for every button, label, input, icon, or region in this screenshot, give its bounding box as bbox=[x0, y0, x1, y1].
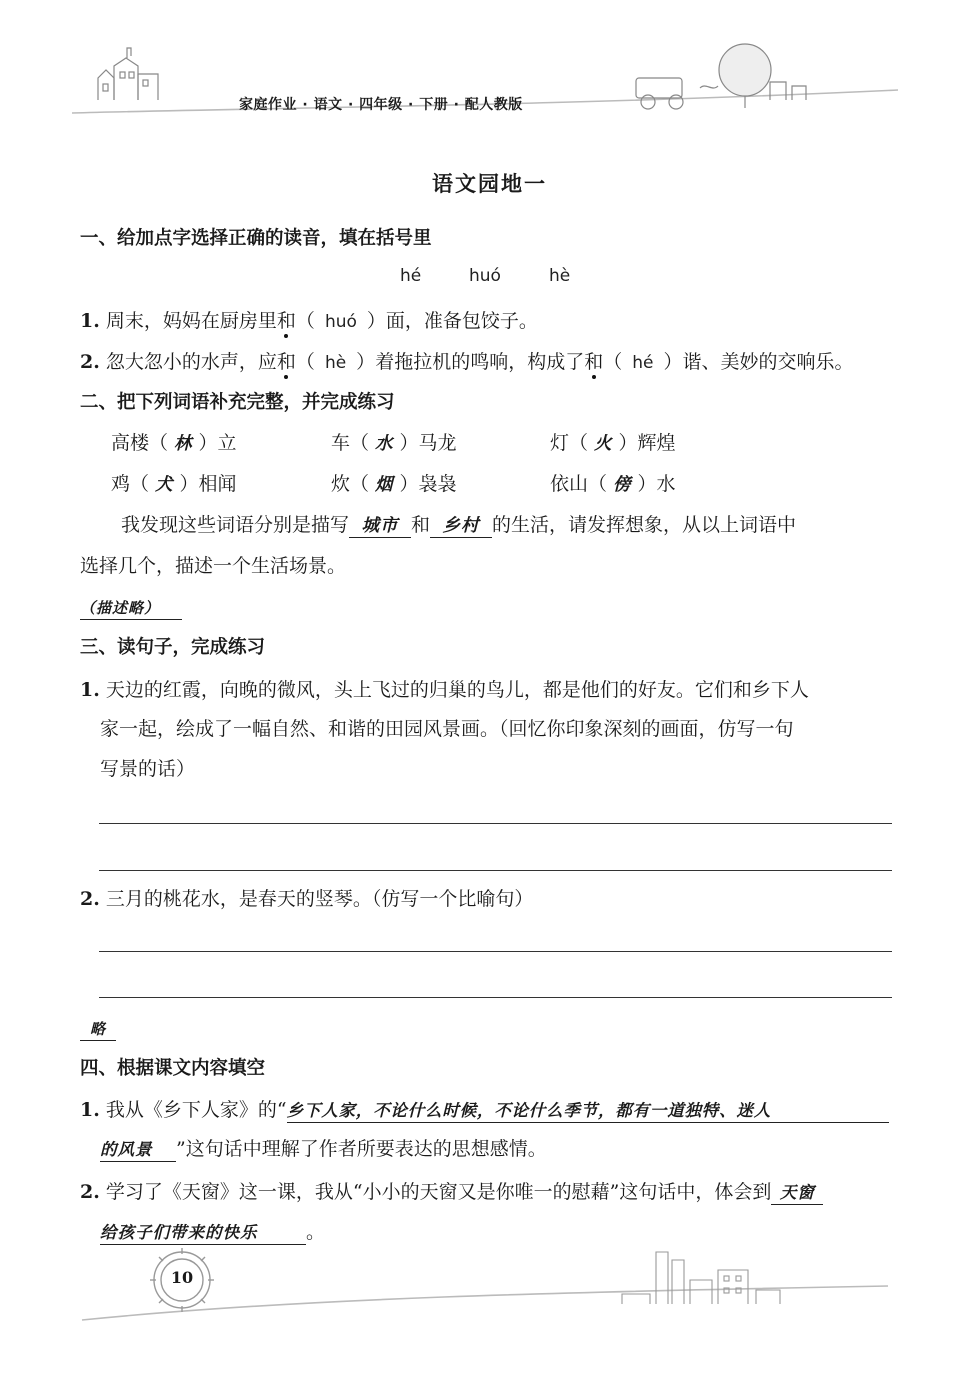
question-number: 2. bbox=[80, 351, 100, 373]
s4-question-1-line-1 bbox=[80, 1098, 889, 1123]
answer-blank: 城市 bbox=[349, 515, 411, 538]
question-number: 1. bbox=[80, 1099, 100, 1121]
word-text: ）辉煌 bbox=[618, 432, 676, 454]
dotted-char: 和 bbox=[584, 351, 604, 373]
word-answer: 火 bbox=[594, 434, 613, 454]
answer-blank: 的风景 bbox=[100, 1139, 176, 1162]
word-text: 高楼（ bbox=[111, 432, 169, 454]
writing-line[interactable] bbox=[99, 997, 892, 998]
s2-find-line bbox=[121, 513, 796, 538]
answer-blank: 天窗 bbox=[771, 1182, 823, 1205]
question-text: 我发现这些词语分别是描写 bbox=[121, 514, 350, 536]
question-text: 学习了《天窗》这一课，我从“小小的天窗又是你唯一的慰藉”这句话中，体会到 bbox=[105, 1181, 772, 1203]
answer-text: （描述略） bbox=[80, 597, 182, 620]
answer-text: 略 bbox=[80, 1018, 116, 1041]
question-text: 着拖拉机的鸣响，构成了 bbox=[375, 351, 585, 373]
word-item bbox=[111, 431, 237, 456]
s4-question-2-line-1 bbox=[80, 1180, 823, 1205]
word-answer: 烟 bbox=[375, 475, 394, 495]
answer-pinyin: hé bbox=[632, 353, 654, 373]
question-text: 和 bbox=[411, 514, 431, 536]
page-number: 10 bbox=[170, 1268, 194, 1287]
word-text: 鸡（ bbox=[111, 473, 150, 495]
word-text: ）水 bbox=[637, 473, 676, 495]
header-title: 家庭作业 · 语文 · 四年级 · 下册 · 配人教版 bbox=[239, 97, 523, 113]
word-text: 车（ bbox=[331, 432, 370, 454]
word-item bbox=[331, 431, 457, 456]
dotted-char: 和 bbox=[276, 351, 296, 373]
answer-blank: 给孩子们带来的快乐 bbox=[100, 1222, 306, 1245]
pinyin-option: hé bbox=[400, 266, 422, 286]
s3-question-1-line-3: 写景的话） bbox=[100, 758, 196, 780]
word-item bbox=[331, 472, 457, 497]
pinyin-option: hè bbox=[549, 266, 571, 286]
section-2-heading: 二、把下列词语补充完整，并完成练习 bbox=[80, 392, 395, 413]
question-text: 。 bbox=[306, 1221, 326, 1243]
answer-pinyin: hè bbox=[324, 353, 347, 373]
word-text: 依山（ bbox=[550, 473, 608, 495]
s3-question-1-line-2: 家一起，绘成了一幅自然、和谐的田园风景画。（回忆你印象深刻的画面，仿写一句 bbox=[100, 718, 794, 740]
word-text: 灯（ bbox=[550, 432, 589, 454]
writing-line[interactable] bbox=[99, 951, 892, 952]
description-answer bbox=[80, 597, 182, 620]
answer-pinyin: huó bbox=[324, 312, 357, 332]
word-text: ）袅袅 bbox=[399, 473, 457, 495]
question-text: ”这句话中理解了作者所要表达的思想感情。 bbox=[176, 1138, 547, 1160]
footer-decoration bbox=[0, 1240, 979, 1374]
question-text: 我从《乡下人家》的“ bbox=[105, 1099, 287, 1121]
section-4-heading: 四、根据课文内容填空 bbox=[80, 1058, 266, 1079]
town-sketch-icon bbox=[98, 48, 158, 100]
word-item bbox=[111, 472, 237, 497]
answer-blank: 乡下人家，不论什么时候，不论什么季节，都有一道独特、迷人 bbox=[287, 1100, 889, 1123]
s4-question-1-line-2 bbox=[100, 1137, 547, 1162]
word-answer: 犬 bbox=[155, 475, 174, 495]
dotted-char: 和 bbox=[276, 310, 296, 332]
s3-question-1-line-1 bbox=[80, 678, 809, 702]
writing-line[interactable] bbox=[99, 823, 892, 824]
section-1-heading: 一、给加点字选择正确的读音，填在括号里 bbox=[80, 228, 432, 249]
word-text: ）马龙 bbox=[399, 432, 457, 454]
question-text: 的生活，请发挥想象，从以上词语中 bbox=[492, 514, 797, 536]
writing-line[interactable] bbox=[99, 870, 892, 871]
word-text: ）立 bbox=[198, 432, 237, 454]
s2-find-line-2: 选择几个，描述一个生活场景。 bbox=[80, 555, 347, 577]
word-answer: 傍 bbox=[613, 475, 632, 495]
word-text: ）相闻 bbox=[179, 473, 237, 495]
word-text: 炊（ bbox=[331, 473, 370, 495]
word-item bbox=[550, 472, 676, 497]
word-item bbox=[550, 431, 676, 456]
question-number: 2. bbox=[80, 1181, 100, 1203]
question-text: 周末，妈妈在厨房里 bbox=[105, 310, 277, 332]
question-number: 1. bbox=[80, 679, 100, 701]
s1-question-1: 1. 周末，妈妈在厨房里和（ huó ）面，准备包饺子。 bbox=[80, 310, 538, 332]
question-number: 2. bbox=[80, 888, 100, 910]
question-text: 三月的桃花水，是春天的竖琴。（仿写一个比喻句） bbox=[105, 888, 534, 910]
section-3-heading: 三、读句子，完成练习 bbox=[80, 637, 266, 658]
s3-question-2 bbox=[80, 887, 533, 911]
page-title: 语文园地一 bbox=[432, 172, 547, 196]
question-text: 天边的红霞，向晚的微风，头上飞过的归巢的鸟儿，都是他们的好友。它们和乡下人 bbox=[105, 679, 809, 701]
word-answer: 林 bbox=[174, 434, 193, 454]
city-skyline-sketch-icon bbox=[622, 1252, 780, 1304]
question-text: 面，准备包饺子。 bbox=[385, 310, 538, 332]
word-answer: 水 bbox=[375, 434, 394, 454]
header-decoration bbox=[0, 0, 979, 140]
answer-blank: 乡村 bbox=[430, 515, 492, 538]
s1-question-2: 2. 忽大忽小的水声，应和（ hè ）着拖拉机的鸣响，构成了和（ hé ）谐、美妙的交响乐。 bbox=[80, 351, 854, 373]
question-text: 谐、美妙的交响乐。 bbox=[682, 351, 854, 373]
question-text: 忽大忽小的水声，应 bbox=[105, 351, 277, 373]
s3-answer bbox=[80, 1018, 116, 1041]
question-number: 1. bbox=[80, 310, 100, 332]
pinyin-option: huó bbox=[469, 266, 501, 286]
